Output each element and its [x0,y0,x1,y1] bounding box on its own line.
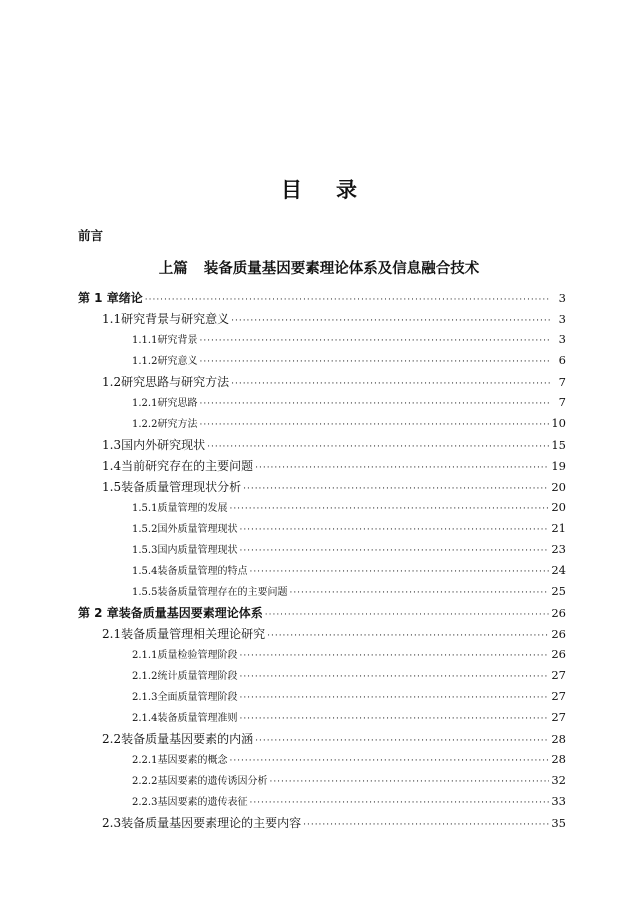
dot-leader [199,420,549,430]
toc-entry-title: 研究思路与研究方法 [121,375,230,389]
dot-leader [265,610,550,620]
dot-leader [239,672,549,682]
dot-leader [239,714,549,724]
toc-entry-sub[interactable] [78,709,566,730]
toc-entry-page: 25 [551,584,566,598]
toc-entry-page: 20 [551,480,566,494]
toc-entry-page: 3 [558,291,566,305]
toc-entry-section[interactable] [78,457,566,478]
toc-entry-page: 26 [551,647,566,661]
toc-entry-page: 28 [551,752,566,766]
dot-leader [207,442,549,452]
part-heading [0,257,638,278]
toc-entry-section[interactable] [78,625,566,646]
part-title: 装备质量基因要素理论体系及信息融合技术 [203,260,480,277]
toc-entry-title: 装备质量管理的特点 [157,566,248,577]
toc-entry-number: 2.2.1 [132,755,158,766]
toc-entry-number: 1.2 [102,375,122,389]
toc-entry-number: 2.2.3 [132,797,158,808]
toc-entry-page: 3 [558,312,566,326]
dot-leader [255,736,549,746]
toc-entry-title: 国内外研究现状 [121,438,206,452]
dot-leader [289,588,549,598]
toc-entry-page: 6 [558,353,566,367]
toc-entry-sub[interactable] [78,793,566,814]
dot-leader [239,693,549,703]
toc-entry-title: 国外质量管理现状 [157,524,238,535]
dot-leader [199,336,550,346]
dot-leader [269,777,549,787]
toc-entry-title: 基因要素的遗传表征 [157,797,248,808]
toc-entry-title: 研究方法 [157,419,198,430]
dot-leader [231,379,550,389]
page-title-left: 目 [281,178,302,202]
toc-entry-sub[interactable] [78,772,566,793]
toc-entry-number: 1.5.3 [132,545,158,556]
toc-entry-number: 2.1 [102,627,122,641]
toc-entry-page: 32 [551,773,566,787]
toc-entry-title: 研究背景 [157,335,198,346]
toc-entry-number: 1.5.5 [132,587,158,598]
toc-entry-title: 质量检验管理阶段 [157,650,238,661]
dot-leader [243,484,549,494]
toc-entry-title: 统计质量管理阶段 [157,671,238,682]
dot-leader [231,316,550,326]
toc-entry-section[interactable] [78,814,566,835]
toc-entry-page: 27 [551,710,566,724]
toc-entry-title: 装备质量管理相关理论研究 [121,627,266,641]
dot-leader [199,357,550,367]
toc-entry-page: 3 [558,332,566,346]
toc-entry-section[interactable] [78,436,566,457]
toc-entry-title: 装备质量基因要素的内涵 [121,732,254,746]
toc-entry-sub[interactable] [78,667,566,688]
dot-leader [255,463,549,473]
toc-entry-title: 装备质量管理存在的主要问题 [157,587,288,598]
toc-entry-section[interactable] [78,310,566,331]
dot-leader [239,525,549,535]
dot-leader [199,399,550,409]
toc-entry-number: 1.5.2 [132,524,158,535]
toc-entry-page: 26 [551,606,566,620]
toc-entry-title: 基因要素的遗传诱因分析 [157,776,268,787]
toc-entry-section[interactable] [78,373,566,394]
toc-entry-sub[interactable] [78,520,566,541]
toc-entry-section[interactable] [78,730,566,751]
toc-entry-page: 23 [551,542,566,556]
toc-entry-number: 1.2.1 [132,398,158,409]
toc-entry-number: 2.2.2 [132,776,158,787]
toc-entry-sub[interactable] [78,394,566,415]
toc-entry-number: 1.1.1 [132,335,158,346]
toc-entry-number: 2.1.1 [132,650,158,661]
dot-leader [267,631,549,641]
toc-entry-title: 研究思路 [157,398,198,409]
toc-entry-number: 1.5.4 [132,566,158,577]
page-title-right: 录 [336,178,357,202]
toc-entry-number: 2.1.3 [132,692,158,703]
toc-entry-sub[interactable] [78,331,566,352]
toc-entry-title: 研究背景与研究意义 [121,312,230,326]
toc-entry-page: 35 [551,816,566,830]
dot-leader [249,567,549,577]
toc-entry-sub[interactable] [78,562,566,583]
dot-leader [229,756,549,766]
toc-entry-chapter[interactable] [78,604,566,625]
toc-entry-title: 当前研究存在的主要问题 [121,459,254,473]
dot-leader [145,295,550,305]
toc-entry-chapter[interactable] [78,289,566,310]
toc-entry-sub[interactable] [78,751,566,772]
toc-entry-page: 27 [551,668,566,682]
dot-leader [249,798,549,808]
toc-entry-number: 2.2 [102,732,122,746]
toc-entry-sub[interactable] [78,646,566,667]
toc-entry-number: 1.3 [102,438,122,452]
toc-entry-page: 7 [558,395,566,409]
dot-leader [229,504,549,514]
dot-leader [303,820,549,830]
toc-entry-number: 1.5.1 [132,503,158,514]
toc-entry-page: 28 [551,732,566,746]
toc-entry-page: 26 [551,627,566,641]
toc-entry-title: 装备质量基因要素理论体系 [118,606,263,620]
toc-entry-number: 第 2 章 [78,606,119,620]
toc-entry-title: 基因要素的概念 [157,755,228,766]
toc-entry-number: 2.1.4 [132,713,158,724]
toc-entry-number: 1.2.2 [132,419,158,430]
dot-leader [239,546,549,556]
toc-entry-number: 2.1.2 [132,671,158,682]
toc-entry-sub[interactable] [78,415,566,436]
toc-entry-number: 第 1 章 [78,291,119,305]
toc-entry-page: 33 [551,794,566,808]
toc-entry-section[interactable] [78,478,566,499]
toc-entry-sub[interactable] [78,688,566,709]
toc-entry-page: 7 [558,375,566,389]
toc-entry-number: 1.1.2 [132,356,158,367]
table-of-contents [78,289,566,835]
toc-entry-sub[interactable] [78,352,566,373]
toc-entry-title: 全面质量管理阶段 [157,692,238,703]
toc-entry-number: 1.4 [102,459,122,473]
toc-entry-number: 2.3 [102,816,122,830]
toc-entry-number: 1.5 [102,480,122,494]
toc-entry-page: 27 [551,689,566,703]
page-title [0,174,638,204]
toc-entry-page: 10 [551,416,566,430]
part-label: 上篇 [158,260,188,277]
toc-entry-page: 19 [551,459,566,473]
toc-entry-title: 绪论 [118,291,143,305]
toc-entry-title: 质量管理的发展 [157,503,228,514]
toc-entry-title: 装备质量基因要素理论的主要内容 [121,816,302,830]
dot-leader [239,651,549,661]
toc-entry-page: 21 [551,521,566,535]
toc-entry-title: 装备质量管理现状分析 [121,480,242,494]
toc-entry-title: 国内质量管理现状 [157,545,238,556]
toc-entry-page: 20 [551,500,566,514]
toc-entry-title: 装备质量管理准则 [157,713,238,724]
toc-entry-sub[interactable] [78,499,566,520]
toc-entry-number: 1.1 [102,312,122,326]
toc-entry-sub[interactable] [78,541,566,562]
toc-entry-sub[interactable] [78,583,566,604]
toc-entry-page: 24 [551,563,566,577]
toc-entry-title: 研究意义 [157,356,198,367]
toc-preface[interactable]: 前言 [78,228,104,243]
toc-entry-page: 15 [551,438,566,452]
